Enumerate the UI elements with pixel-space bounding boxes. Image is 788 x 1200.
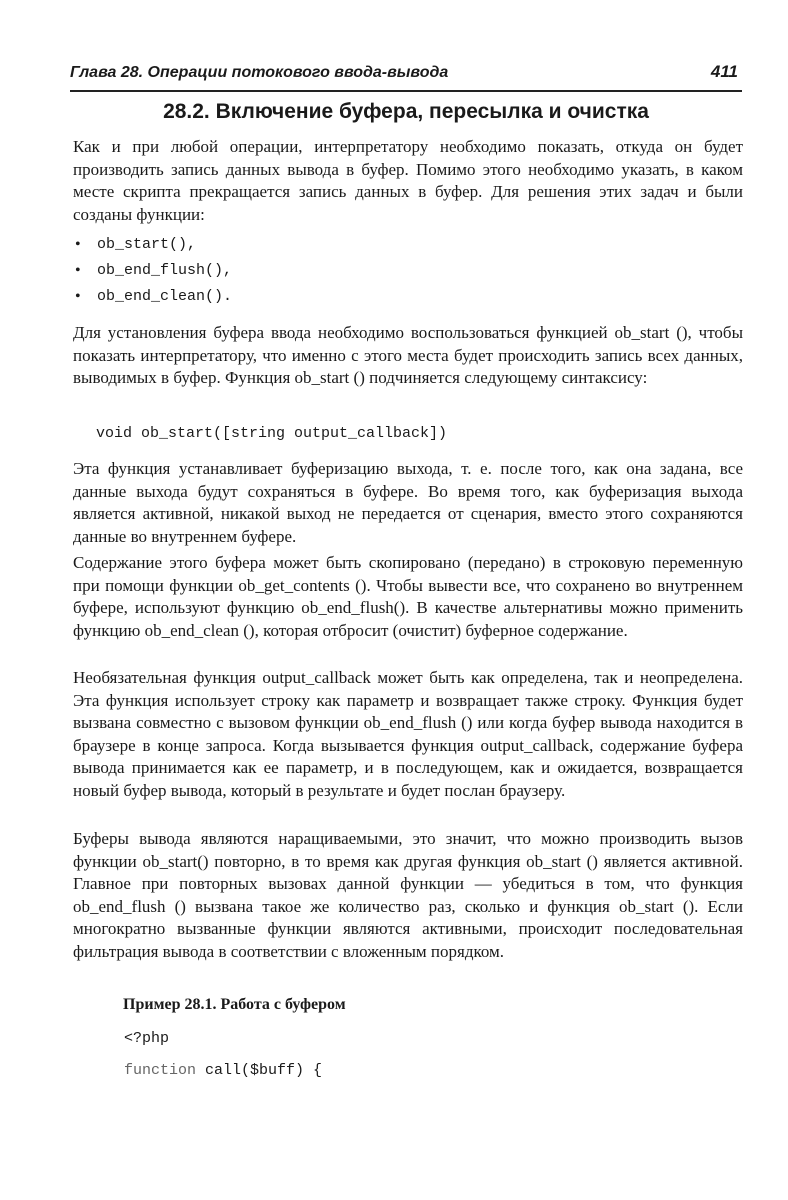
paragraph-callback: Необязательная функция output_callback может быть как определена, так и неопределена. Эта функция использует строку как параметр и возвращает также строку. Функция будет вызвана совместно с вызовом функции ob_end_flush () или когда буфер вывода находится в браузере в конце запроса. Когда вызывается функция output_callback, содержание буфера вывода принимается как ее параметр, и в последующем, как и ожидается, возвращается новый буфер вывода, который в результате и будет послан браузеру. (73, 668, 743, 800)
code-line (124, 1062, 322, 1079)
paragraph-ob-start: Для установления буфера ввода необходимо воспользоваться функцией ob_start (), чтобы показать интерпретатору, что именно с этого места будет происходить запись всех данных, выводимых в буфер. Функция ob_start () подчиняется следующему синтаксису: (73, 323, 743, 387)
page-header (70, 62, 742, 92)
list-item: • ob_end_flush(), (75, 262, 233, 279)
paragraph-contents: Содержание этого буфера может быть скопировано (передано) в строковую переменную при помощи функции ob_get_contents (). Чтобы вывести все, что сохранено во внутреннем буфере, используют функцию ob_end_flush(). В качестве альтернативы можно применить функцию ob_end_clean (), которая отбросит (очистит) буферное содержание. (73, 553, 743, 640)
example-title: Пример 28.1. Работа с буфером (123, 996, 346, 1013)
paragraph-intro: Как и при любой операции, интерпретатору необходимо показать, откуда он будет производить запись данных вывода в буфер. Помимо этого необходимо указать, в каком месте скрипта прекращается запись данных в буфер. Для решения этих задач и были созданы функции: (73, 137, 743, 224)
paragraph-buffering: Эта функция устанавливает буферизацию выхода, т. е. после того, как она задана, все данные выхода будут сохраняться в буфере. Во время того, как буферизация выхода является активной, никакой выход не передается от сценария, вместо этого сохраняются данные во внутреннем буфере. (73, 459, 743, 546)
list-item: • ob_start(), (75, 236, 197, 253)
chapter-title: Глава 28. Операции потокового ввода-вывода (70, 64, 449, 81)
page-number: 411 (710, 62, 738, 81)
list-item: • ob_end_clean(). (75, 288, 233, 305)
paragraph-nesting: Буферы вывода являются наращиваемыми, это значит, что можно производить вызов функции ob_start() повторно, в то время как другая функция ob_start () является активной. Главное при повторных вызовах данной функции — убедиться в том, что функция ob_end_flush () вызвана такое же количество раз, сколько и функция ob_start (). Если многократно вызванные функции являются активными, происходит последовательная фильтрация вывода в соответствии с вложенным порядком. (73, 829, 743, 961)
syntax-code: void ob_start([string output_callback]) (96, 425, 448, 442)
function-list (73, 232, 473, 310)
code-text: call($buff) { (196, 1062, 323, 1079)
code-line: <?php (124, 1030, 170, 1047)
section-title: 28.2. Включение буфера, пересылка и очистка (163, 100, 649, 123)
code-keyword: function (124, 1062, 197, 1079)
